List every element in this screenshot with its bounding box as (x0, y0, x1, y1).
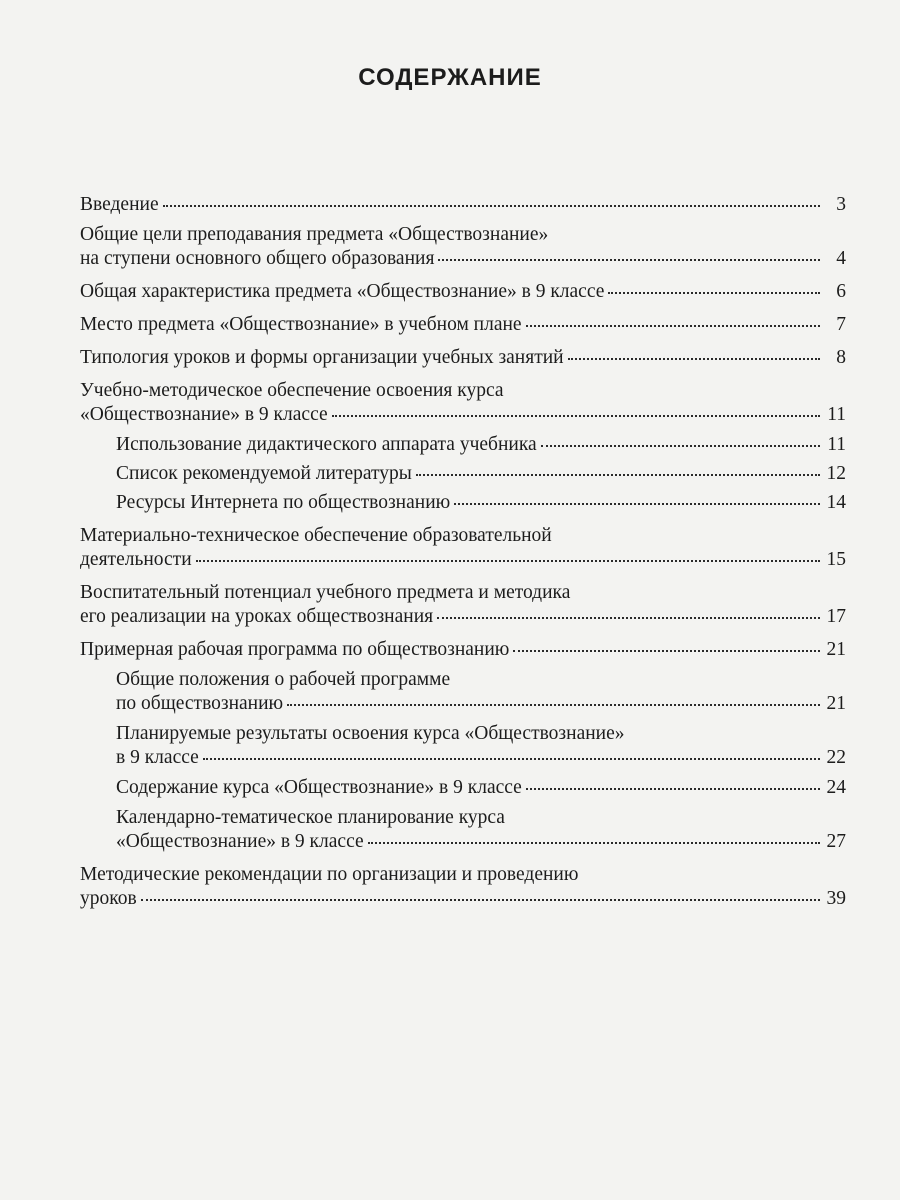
toc-entry-text: на ступени основного общего образования (80, 248, 435, 269)
toc-entry (80, 379, 846, 427)
toc-entry (80, 722, 846, 770)
toc-entry-text: Примерная рабочая программа по обществознанию (80, 639, 510, 660)
toc-entry (80, 524, 846, 572)
toc-entry-text: Использование дидактического аппарата учебника (116, 434, 537, 455)
toc-entry-text: «Обществознание» в 9 классе (80, 404, 328, 425)
toc-entry (80, 462, 846, 486)
toc-entry (80, 223, 846, 271)
dot-leader (141, 899, 820, 901)
page-number: 21 (826, 693, 846, 714)
dot-leader (416, 474, 820, 476)
toc-entry (80, 280, 846, 304)
dot-leader (196, 560, 820, 562)
dot-leader (437, 617, 820, 619)
toc-entry-text: Место предмета «Обществознание» в учебном плане (80, 314, 522, 335)
toc-entry (80, 581, 846, 629)
page-number: 3 (836, 194, 846, 215)
dot-leader (438, 259, 820, 261)
toc-entry-text: Календарно-тематическое планирование курса (116, 807, 505, 828)
page-number: 39 (826, 888, 846, 909)
page-number: 8 (836, 347, 846, 368)
dot-leader (332, 415, 820, 417)
toc-entry-text: Общие цели преподавания предмета «Обществознание» (80, 224, 549, 245)
toc-entry-text: уроков (80, 888, 137, 909)
table-of-contents (80, 185, 846, 911)
page-number: 7 (836, 314, 846, 335)
page-number: 15 (826, 549, 846, 570)
dot-leader (541, 445, 820, 447)
page-number: 27 (826, 831, 846, 852)
toc-entry (80, 806, 846, 854)
toc-entry-text: Введение (80, 194, 159, 215)
toc-entry (80, 638, 846, 662)
toc-entry-text: Учебно-методическое обеспечение освоения курса (80, 380, 504, 401)
page-number: 11 (827, 404, 846, 425)
toc-entry-text: Ресурсы Интернета по обществознанию (116, 492, 451, 513)
dot-leader (526, 788, 820, 790)
toc-entry-text: Список рекомендуемой литературы (116, 463, 412, 484)
dot-leader (454, 503, 820, 505)
dot-leader (287, 704, 820, 706)
dot-leader (568, 358, 820, 360)
toc-entry-text: Общая характеристика предмета «Обществознание» в 9 классе (80, 281, 605, 302)
toc-entry-text: Содержание курса «Обществознание» в 9 классе (116, 777, 522, 798)
toc-entry (80, 776, 846, 800)
page-number: 11 (827, 434, 846, 455)
toc-entry-text: в 9 классе (116, 747, 199, 768)
page-number: 14 (826, 492, 846, 513)
toc-entry-text: Планируемые результаты освоения курса «Обществознание» (116, 723, 625, 744)
toc-entry-text: Типология уроков и формы организации учебных занятий (80, 347, 564, 368)
toc-entry (80, 433, 846, 457)
toc-entry (80, 863, 846, 911)
page-number: 21 (826, 639, 846, 660)
toc-entry-text: Материально-техническое обеспечение образовательной (80, 525, 552, 546)
page-number: 24 (826, 777, 846, 798)
page-number: 4 (836, 248, 846, 269)
dot-leader (513, 650, 820, 652)
toc-entry-text: его реализации на уроках обществознания (80, 606, 434, 627)
page-number: 12 (826, 463, 846, 484)
toc-entry (80, 193, 846, 217)
dot-leader (368, 842, 820, 844)
page-number: 6 (836, 281, 846, 302)
toc-entry-text: Общие положения о рабочей программе (116, 669, 451, 690)
dot-leader (526, 325, 820, 327)
page-number: 17 (826, 606, 846, 627)
toc-entry-text: Воспитательный потенциал учебного предмета и методика (80, 582, 571, 603)
toc-entry (80, 313, 846, 337)
toc-entry-text: «Обществознание» в 9 классе (116, 831, 364, 852)
toc-entry (80, 668, 846, 716)
toc-entry (80, 346, 846, 370)
toc-entry-text: Методические рекомендации по организации и проведению (80, 864, 579, 885)
toc-entry-text: по обществознанию (116, 693, 284, 714)
dot-leader (163, 205, 820, 207)
dot-leader (608, 292, 820, 294)
dot-leader (203, 758, 820, 760)
toc-entry (80, 491, 846, 515)
toc-entry-text: деятельности (80, 549, 192, 570)
page-title: СОДЕРЖАНИЕ (358, 64, 542, 91)
page-number: 22 (826, 747, 846, 768)
